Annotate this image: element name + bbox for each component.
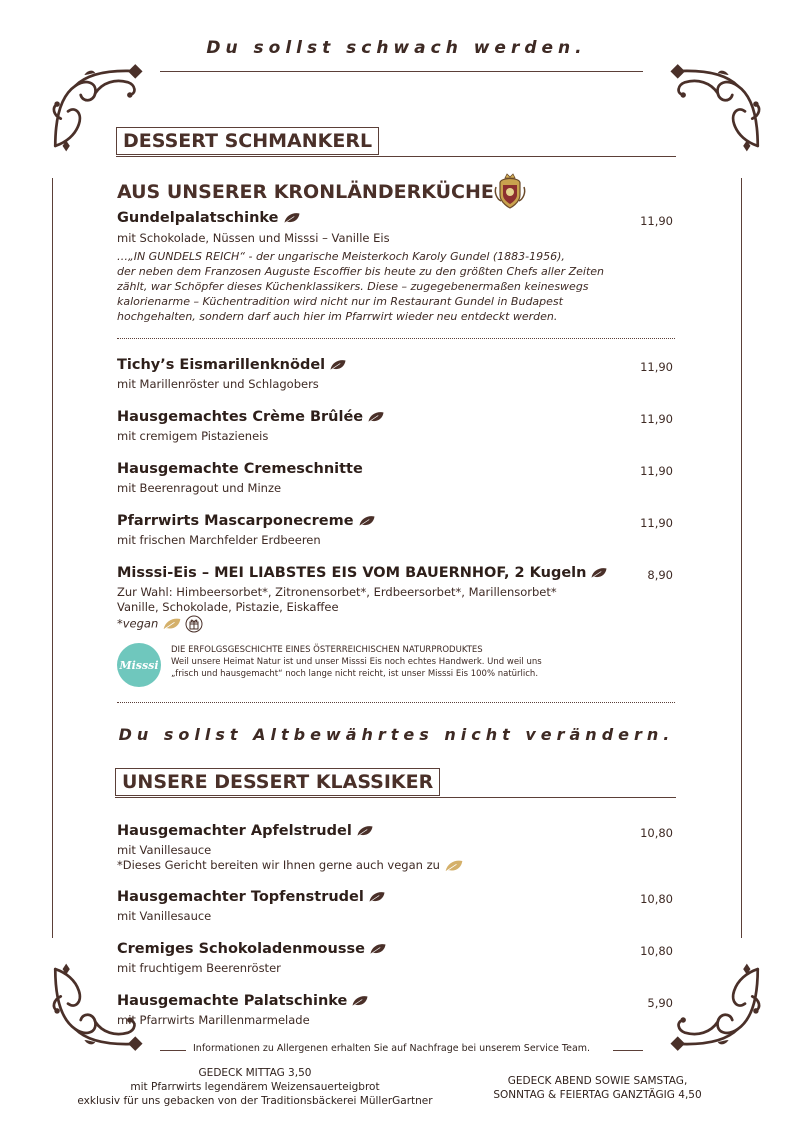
desc-line: mit Vanillesauce	[117, 843, 212, 857]
allergen-rule-left	[160, 1050, 186, 1051]
dotted-divider	[117, 338, 675, 339]
item-price: 10,80	[640, 892, 673, 906]
vegan-leaf-icon	[162, 617, 182, 631]
left-side-rule	[52, 178, 53, 938]
vegan-note-line: *Dieses Gericht bereiten wir Ihnen gerne auch vegan zu	[117, 858, 677, 873]
top-tagline: Du sollst schwach werden.	[206, 38, 587, 58]
menu-item	[117, 357, 677, 392]
leaf-icon	[329, 359, 347, 371]
item-name: Hausgemachter Apfelstrudel	[117, 823, 352, 839]
gedeck-line: SONNTAG & FEIERTAG GANZTÄGIG 4,50	[493, 1089, 702, 1101]
info-line: Weil unsere Heimat Natur ist und unser Misssi Eis noch echtes Handwerk. Und weil uns	[171, 657, 542, 667]
menu-item	[117, 409, 677, 444]
top-rule	[160, 71, 643, 72]
item-description: mit cremigem Pistazieneis	[117, 429, 269, 443]
item-name: Tichy’s Eismarillenknödel	[117, 357, 326, 373]
gedeck-line: GEDECK MITTAG 3,50	[198, 1067, 312, 1079]
menu-item	[117, 941, 677, 976]
item-description: mit Schokolade, Nüssen und Misssi – Vanille Eis	[117, 231, 390, 245]
item-name: Pfarrwirts Mascarponecreme	[117, 513, 354, 529]
misssi-logo	[117, 643, 161, 687]
item-price: 10,80	[640, 944, 673, 958]
section2-rule	[115, 797, 676, 798]
item-description: mit Marillenröster und Schlagobers	[117, 377, 319, 391]
menu-item	[117, 993, 677, 1028]
item-name: Hausgemachter Topfenstrudel	[117, 889, 364, 905]
item-price: 11,90	[640, 464, 673, 478]
allergen-rule-right	[613, 1050, 643, 1051]
menu-item-apfelstrudel	[117, 823, 677, 873]
mid-tagline: Du sollst Altbewährtes nicht verändern.	[118, 725, 675, 744]
item-description: mit Pfarrwirts Marillenmarmelade	[117, 1013, 310, 1027]
menu-item-gundelpalatschinke	[117, 210, 677, 324]
leaf-icon	[367, 411, 385, 423]
leaf-icon	[351, 995, 369, 1007]
menu-item-misssi-eis	[117, 565, 637, 633]
menu-item	[117, 461, 677, 496]
section1-rule	[116, 156, 676, 157]
story-line: kalorienarme – Küchentradition wird nicht nur im Restaurant Gundel in Budapest	[117, 295, 563, 308]
item-name: Hausgemachte Palatschinke	[117, 993, 348, 1009]
menu-item	[117, 513, 677, 548]
dotted-divider	[117, 702, 675, 703]
misssi-logo-text: Misssi	[119, 658, 159, 672]
item-description: mit Beerenragout und Minze	[117, 481, 282, 495]
leaf-icon	[590, 567, 608, 579]
vegan-leaf-icon	[444, 859, 464, 873]
gedeck-line: mit Pfarrwirts legendärem Weizensauerteigbrot	[130, 1081, 380, 1093]
story-line: hochgehalten, sondern darf auch hier im Pfarrwirt wieder neu entdeckt werden.	[117, 310, 558, 323]
coat-of-arms-icon	[493, 173, 527, 211]
item-price: 8,90	[647, 568, 673, 582]
info-line: DIE ERFOLGSGESCHICHTE EINES ÖSTERREICHISCHEN NATURPRODUKTES	[171, 645, 483, 655]
item-name: Gundelpalatschinke	[117, 210, 279, 226]
item-name: Hausgemachte Cremeschnitte	[117, 461, 363, 477]
story-line: zählt, war Schöpfer dieses Küchenklassikers. Diese – zugegebenermaßen keineswegs	[117, 280, 589, 293]
item-name: Cremiges Schokoladenmousse	[117, 941, 365, 957]
gift-icon	[185, 615, 203, 633]
flavors-line: Vanille, Schokolade, Pistazie, Eiskaffee	[117, 600, 339, 614]
item-price: 10,80	[640, 826, 673, 840]
item-description	[117, 585, 637, 633]
gedeck-line: GEDECK ABEND SOWIE SAMSTAG,	[507, 1075, 688, 1087]
item-price: 11,90	[640, 360, 673, 374]
misssi-info	[171, 644, 651, 680]
section-heading-dessert-klassiker: UNSERE DESSERT KLASSIKER	[115, 768, 440, 796]
gundel-story	[117, 249, 677, 324]
right-side-rule	[741, 178, 742, 938]
leaf-icon	[369, 943, 387, 955]
story-line: …„IN GUNDELS REICH“ - der ungarische Meisterkoch Karoly Gundel (1883-1956),	[117, 250, 565, 263]
item-description: mit frischen Marchfelder Erdbeeren	[117, 533, 321, 547]
story-line: der neben dem Franzosen Auguste Escoffier bis heute zu den größten Chefs aller Zeiten	[117, 265, 605, 278]
flavors-line: Zur Wahl: Himbeersorbet*, Zitronensorbet*, Erdbeersorbet*, Marillensorbet*	[117, 585, 557, 599]
item-description	[117, 843, 677, 873]
item-name: Misssi-Eis – MEI LIABSTES EIS VOM BAUERNHOF, 2 Kugeln	[117, 565, 587, 581]
info-line: „frisch und hausgemacht“ noch lange nicht reicht, ist unser Misssi Eis 100% natürlich.	[171, 669, 539, 679]
leaf-icon	[358, 515, 376, 527]
leaf-icon	[283, 212, 301, 224]
leaf-icon	[368, 891, 386, 903]
gedeck-mittag	[60, 1066, 450, 1108]
item-description: mit Vanillesauce	[117, 909, 212, 923]
section-heading-dessert-schmankerl: DESSERT SCHMANKERL	[116, 127, 379, 155]
item-name: Hausgemachtes Crème Brûlée	[117, 409, 364, 425]
item-price: 11,90	[640, 214, 673, 228]
item-price: 11,90	[640, 412, 673, 426]
vegan-line: *vegan	[117, 615, 637, 633]
gedeck-abend	[470, 1074, 725, 1102]
kronlaenderkueche-title: AUS UNSERER KRONLÄNDERKÜCHE	[117, 181, 494, 203]
item-description: mit fruchtigem Beerenröster	[117, 961, 281, 975]
allergen-note: Informationen zu Allergenen erhalten Sie auf Nachfrage bei unserem Service Team.	[193, 1043, 591, 1054]
item-price: 11,90	[640, 516, 673, 530]
gedeck-line: exklusiv für uns gebacken von der Traditionsbäckerei MüllerGartner	[77, 1095, 433, 1107]
menu-item	[117, 889, 677, 924]
item-price: 5,90	[647, 996, 673, 1010]
leaf-icon	[356, 825, 374, 837]
ornament-top-right-icon	[655, 55, 775, 155]
